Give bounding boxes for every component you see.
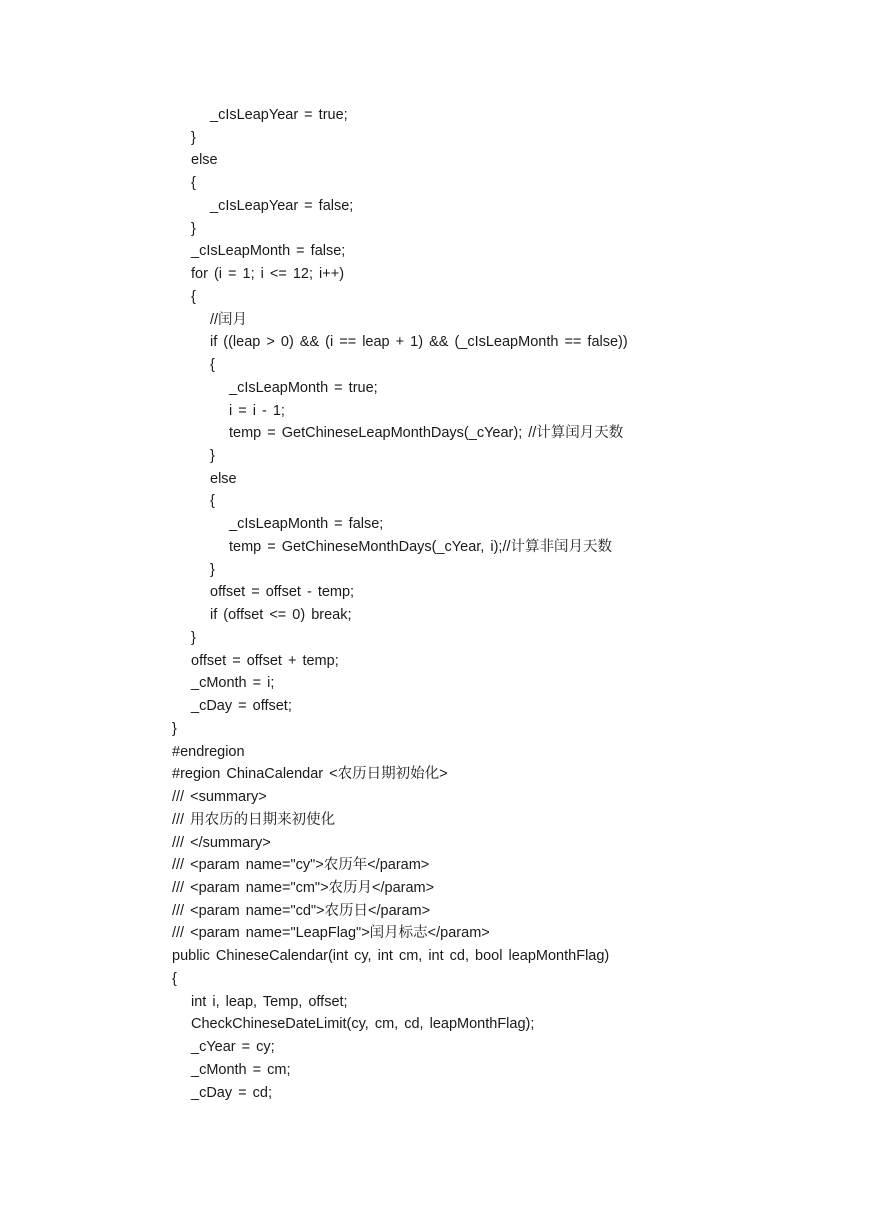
code-line: } <box>191 220 196 237</box>
code-line: /// <param name="cm">农历月</param> <box>172 879 435 896</box>
code-line: /// <param name="cd">农历日</param> <box>172 902 431 919</box>
code-line: public ChineseCalendar(int cy, int cm, int cd, bool leapMonthFlag) <box>172 948 610 965</box>
code-line: _cDay = offset; <box>191 698 292 715</box>
code-line: _cMonth = cm; <box>191 1061 291 1078</box>
code-line: else <box>210 470 237 487</box>
code-line: else <box>191 152 218 169</box>
code-line: //闰月 <box>210 311 248 328</box>
code-line: _cDay = cd; <box>191 1084 272 1101</box>
code-line: for (i = 1; i <= 12; i++) <box>191 266 345 283</box>
code-line: #endregion <box>172 743 245 760</box>
code-line: if ((leap > 0) && (i == leap + 1) && (_cIsLeapMonth == false)) <box>210 334 628 351</box>
code-line: _cIsLeapMonth = false; <box>229 516 384 533</box>
code-line: /// <param name="LeapFlag">闰月标志</param> <box>172 925 490 942</box>
code-line: { <box>191 288 196 305</box>
code-line: /// <param name="cy">农历年</param> <box>172 857 430 874</box>
code-line: #region ChinaCalendar <农历日期初始化> <box>172 766 448 783</box>
code-line: _cIsLeapMonth = true; <box>229 379 378 396</box>
code-line: _cIsLeapMonth = false; <box>191 243 346 260</box>
code-line: { <box>172 970 177 987</box>
code-line: } <box>172 720 177 737</box>
code-line: if (offset <= 0) break; <box>210 607 352 624</box>
code-line: CheckChineseDateLimit(cy, cm, cd, leapMonthFlag); <box>191 1016 535 1033</box>
code-line: /// <summary> <box>172 789 267 806</box>
code-line: temp = GetChineseLeapMonthDays(_cYear); //计算闰月天数 <box>229 425 624 442</box>
code-line: _cYear = cy; <box>191 1039 275 1056</box>
code-line: i = i - 1; <box>229 402 285 419</box>
code-line: temp = GetChineseMonthDays(_cYear, i);//计算非闰月天数 <box>229 538 612 555</box>
code-line: _cIsLeapYear = false; <box>210 197 354 214</box>
code-line: _cMonth = i; <box>191 675 275 692</box>
code-line: { <box>210 357 215 374</box>
code-line: int i, leap, Temp, offset; <box>191 993 348 1010</box>
code-line: } <box>191 129 196 146</box>
code-line: } <box>191 629 196 646</box>
code-line: _cIsLeapYear = true; <box>210 107 348 123</box>
code-line: } <box>210 448 215 465</box>
code-line: /// 用农历的日期来初使化 <box>172 811 336 828</box>
code-line: offset = offset - temp; <box>210 584 355 601</box>
code-listing <box>172 104 628 1104</box>
code-line: { <box>191 175 196 192</box>
code-line: /// </summary> <box>172 834 271 851</box>
code-line: } <box>210 561 215 578</box>
code-line: { <box>210 493 215 510</box>
code-line: offset = offset + temp; <box>191 652 339 669</box>
